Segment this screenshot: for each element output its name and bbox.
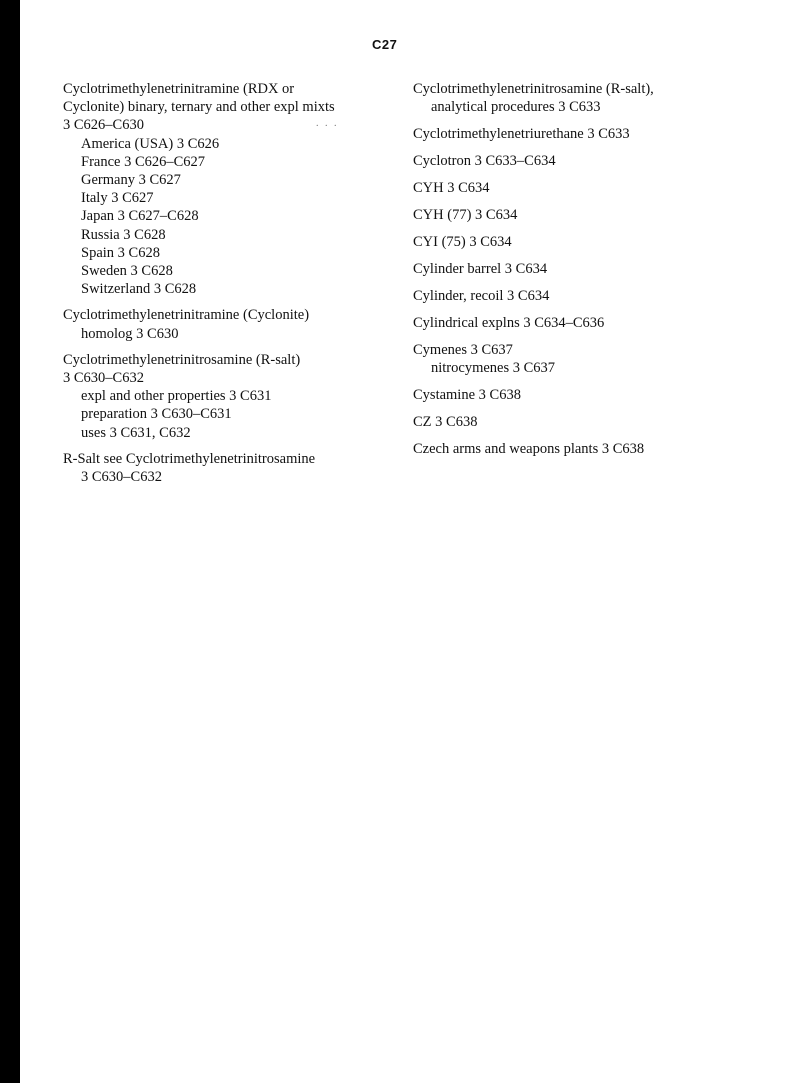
index-entry	[413, 152, 793, 170]
index-entry	[413, 413, 793, 431]
index-subentry-line: Japan 3 C627–C628	[81, 208, 199, 225]
index-entry-line: Cylinder, recoil 3 C634	[413, 288, 550, 305]
index-entry	[413, 80, 793, 116]
index-entry	[63, 306, 398, 342]
index-subentry-line: expl and other properties 3 C631	[81, 388, 272, 405]
index-entry-line: Cyclotrimethylenetrinitrosamine (R-salt),	[413, 81, 654, 97]
index-entry-line: Cylindrical explns 3 C634–C636	[413, 315, 605, 332]
index-entry-line: Czech arms and weapons plants 3 C638	[413, 441, 645, 458]
index-subentry-line: Italy 3 C627	[81, 190, 154, 207]
index-entry	[413, 125, 793, 143]
index-entry	[413, 341, 793, 377]
index-subentry-line: uses 3 C631, C632	[81, 424, 191, 441]
index-subentry-line: America (USA) 3 C626	[81, 135, 220, 152]
index-entry-line: Cyclotrimethylenetriurethane 3 C633	[413, 126, 630, 143]
page-number: C27	[372, 37, 398, 52]
index-entry	[63, 80, 398, 298]
index-entry	[413, 233, 793, 251]
index-entry-line: 3 C630–C632	[63, 370, 144, 387]
index-entry	[63, 351, 398, 442]
index-entry-line: Cyclotrimethylenetrinitrosamine (R-salt)	[63, 351, 301, 368]
index-entry	[413, 440, 793, 458]
index-entry-line: Cyclotrimethylenetrinitramine (RDX or	[63, 81, 295, 97]
index-subentry-line: Russia 3 C628	[81, 226, 166, 243]
index-entry	[413, 287, 793, 305]
index-subentry-line: Germany 3 C627	[81, 172, 181, 189]
index-entry-line: R-Salt see Cyclotrimethylenetrinitrosamine	[63, 450, 316, 467]
index-entry	[413, 386, 793, 404]
index-entry-line: CZ 3 C638	[413, 414, 478, 431]
index-entry	[413, 314, 793, 332]
index-entry	[413, 260, 793, 278]
index-subentry-line: Switzerland 3 C628	[81, 281, 197, 298]
index-entry	[413, 179, 793, 197]
index-entry-line: Cyclonite) binary, ternary and other expl mixts	[63, 99, 335, 116]
index-column-left	[63, 80, 398, 494]
index-subentry-line: nitrocymenes 3 C637	[431, 360, 556, 377]
index-column-right	[413, 80, 793, 467]
index-entry	[413, 206, 793, 224]
scan-edge-shadow	[0, 0, 20, 1083]
index-subentry-line: Sweden 3 C628	[81, 263, 173, 280]
index-entry-line: 3 C626–C630	[63, 117, 144, 134]
index-entry-line: CYI (75) 3 C634	[413, 234, 512, 251]
index-subentry-line: France 3 C626–C627	[81, 153, 206, 170]
index-subentry-line: preparation 3 C630–C631	[81, 406, 232, 423]
index-entry-line: CYH (77) 3 C634	[413, 207, 518, 224]
index-entry-line: CYH 3 C634	[413, 180, 490, 197]
index-entry-line: Cylinder barrel 3 C634	[413, 261, 548, 278]
index-entry	[63, 450, 398, 486]
scan-dots: . . .	[316, 118, 339, 129]
index-subentry-line: Spain 3 C628	[81, 244, 160, 261]
index-entry-line: Cymenes 3 C637	[413, 342, 513, 359]
index-subentry-line: analytical procedures 3 C633	[431, 99, 601, 116]
index-entry-line: Cyclotrimethylenetrinitramine (Cyclonite)	[63, 307, 310, 324]
index-entry-line: Cyclotron 3 C633–C634	[413, 153, 556, 170]
index-subentry-line: homolog 3 C630	[81, 325, 179, 342]
index-entry-line: Cystamine 3 C638	[413, 387, 521, 404]
index-subentry-line: 3 C630–C632	[81, 469, 162, 486]
